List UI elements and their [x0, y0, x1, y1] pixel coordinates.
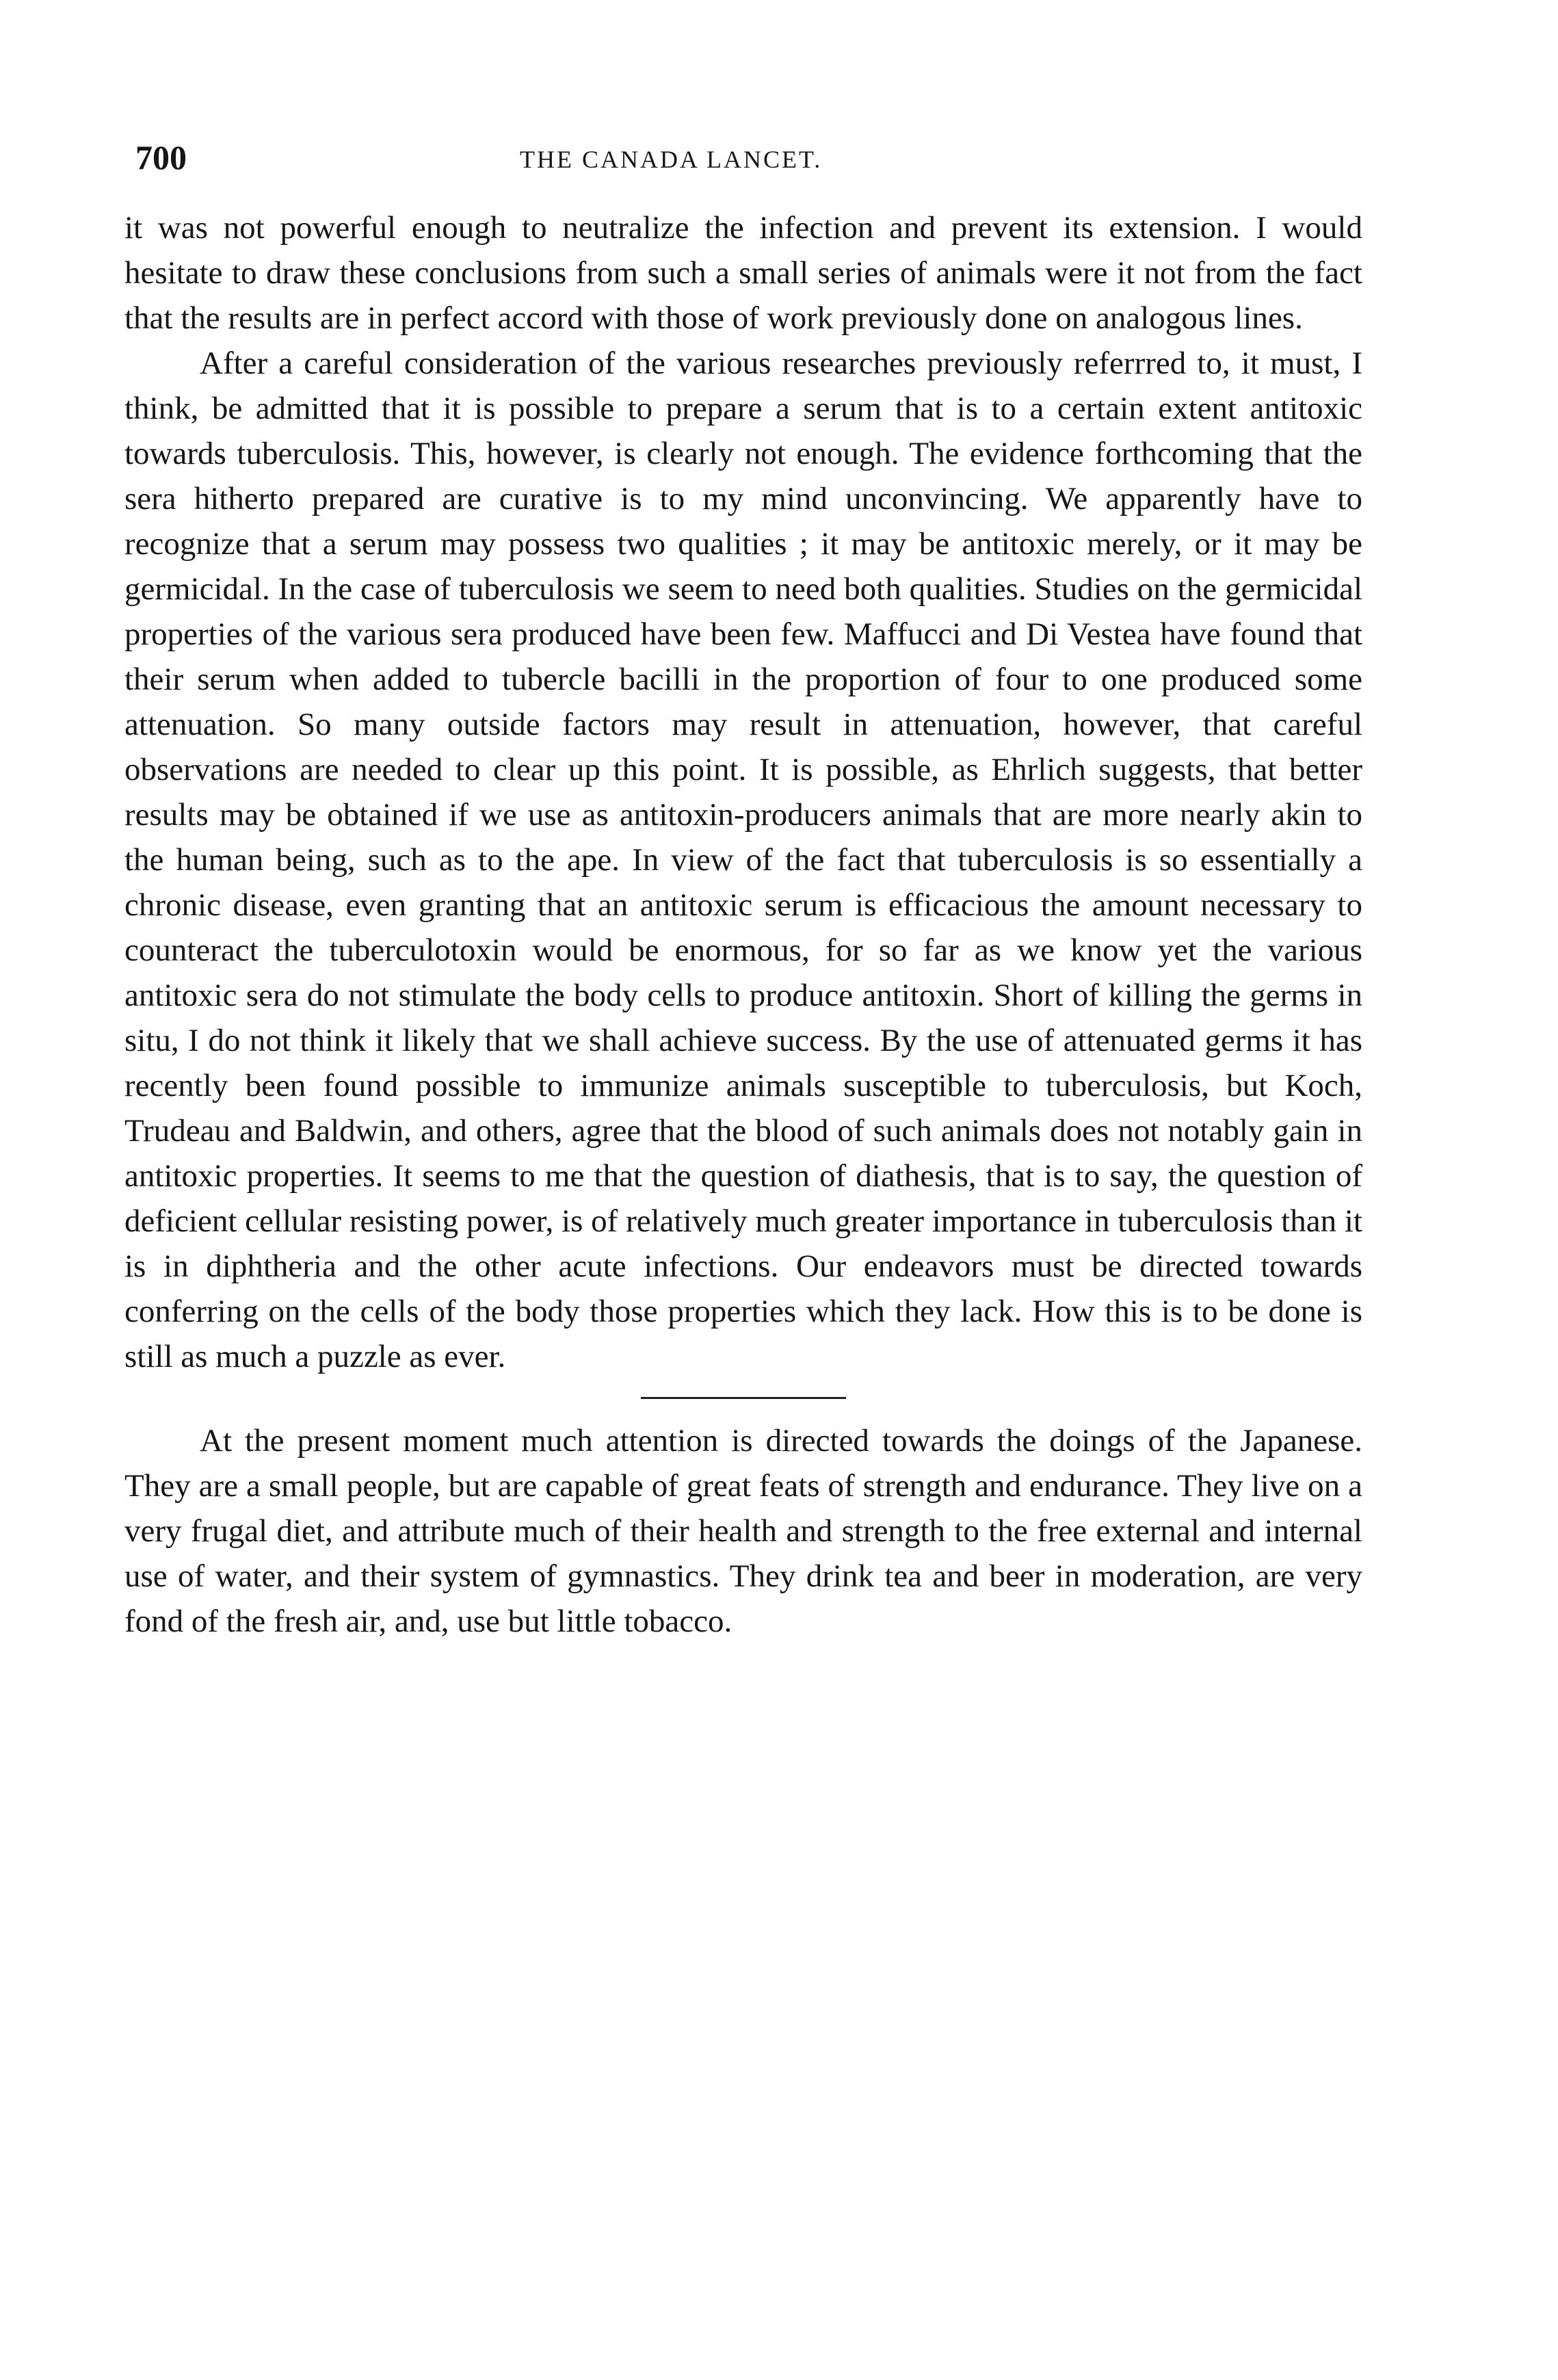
paragraph-antitoxic-serum: After a careful consideration of the various researches previously referrred to, it must, I think, be admitted that it is possible to prepare a serum that is to a certain extent antitoxic towards tuberculosis. This, however, is clearly not enough. The evidence forthcoming that the sera hitherto prepared are curative is to my mind unconvincing. We apparently have to recognize that a serum may possess two qualities ; it may be antitoxic merely, or it may be germicidal. In the case of tuberculosis we seem to need both qualities. Studies on the germicidal properties of the various sera produced have been few. Maffucci and Di Vestea have found that their serum when added to tubercle bacilli in the proportion of four to one produced some attenuation. So many outside factors may result in attenuation, however, that careful observations are needed to clear up this point. It is possible, as Ehrlich suggests, that better results may be obtained if we use as antitoxin-producers animals that are more nearly akin to the human being, such as to the ape. In view of the fact that tuberculosis is so essentially a chronic disease, even granting that an antitoxic serum is efficacious the amount necessary to counteract the tuberculotoxin would be enormous, for so far as we know yet the various antitoxic sera do not stimulate the body cells to produce antitoxin. Short of killing the germs in situ, I do not think it likely that we shall achieve success. By the use of attenuated germs it has recently been found possible to immunize animals susceptible to tuberculosis, but Koch, Trudeau and Baldwin, and others, agree that the blood of such animals does not notably gain in antitoxic properties. It seems to me that the question of diathesis, that is to say, the question of deficient cellular resisting power, is of relatively much greater importance in tuberculosis than it is in diphtheria and the other acute infections. Our endeavors must be directed towards conferring on the cells of the body those properties which they lack. How this is to be done is still as much a puzzle as ever. — [124, 345, 1362, 1374]
page-number: 700 — [135, 138, 187, 176]
paragraph-continuation: it was not powerful enough to neutralize the infection and prevent its extension. I would hesitate to draw these conclusions from such a small series of animals were it not from the fact that the results are in perfect accord with those of work previously done on analogous lines. — [124, 210, 1362, 336]
paragraph-japanese: At the present moment much attention is directed towards the doings of the Japanese. They are a small people, but are capable of great feats of strength and endurance. They live on a very frugal diet, and attribute much of their health and strength to the free external and internal use of water, and their system of gymnastics. They drink tea and beer in moderation, are very fond of the fresh air, and, use but little tobacco. — [124, 1423, 1362, 1639]
article-body — [124, 205, 1362, 1644]
page-header — [0, 133, 1558, 181]
section-separator-rule — [641, 1397, 846, 1399]
running-title: THE CANADA LANCET. — [520, 146, 823, 173]
